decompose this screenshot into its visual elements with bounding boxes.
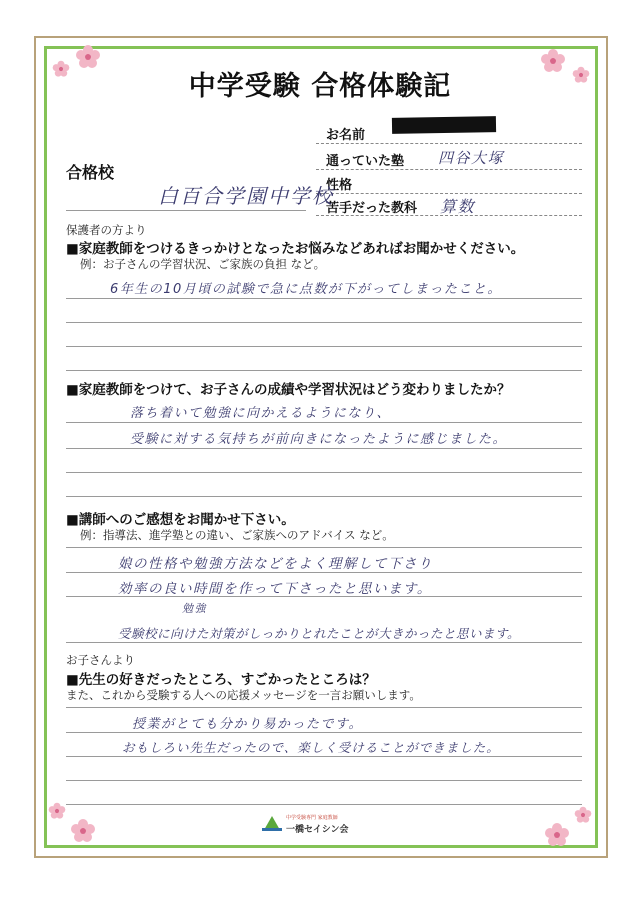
question-4-message: また、これから受験する人への応援メッセージを一言お願いします。 bbox=[66, 688, 421, 702]
page-title: 中学受験 合格体験記 bbox=[188, 71, 452, 102]
answer-3-line-1: 娘の性格や勉強方法などをよく理解して下さり bbox=[118, 556, 433, 572]
answer-line bbox=[66, 370, 582, 371]
answer-1-line-1: 6年生の10月頃の試験で急に点数が下がってしまったこと。 bbox=[110, 282, 502, 297]
name-label: お名前 bbox=[326, 128, 366, 143]
answer-4-line-2: おもしろい先生だったので、楽しく受けることができました。 bbox=[122, 740, 500, 755]
question-3-example: 例：指導法、進学塾との違い、ご家族へのアドバイス など。 bbox=[80, 528, 394, 542]
form-sheet bbox=[34, 36, 608, 858]
answer-line bbox=[66, 448, 582, 449]
flower-icon bbox=[574, 806, 592, 824]
answer-line bbox=[66, 780, 582, 781]
question-2: ■家庭教師をつけて、お子さんの成績や学習状況はどう変わりましたか？ bbox=[66, 382, 511, 398]
answer-2-line-2: 受験に対する気持ちが前向きになったように感じました。 bbox=[130, 432, 508, 447]
info-divider bbox=[316, 169, 582, 170]
flower-icon bbox=[544, 822, 570, 848]
info-divider bbox=[316, 215, 582, 216]
answer-line bbox=[66, 547, 582, 548]
answer-line bbox=[66, 804, 582, 805]
answer-line bbox=[66, 572, 582, 573]
answer-line bbox=[66, 596, 582, 597]
logo-name: 一橋セイシン会 bbox=[286, 825, 349, 835]
logo-mark-icon bbox=[262, 814, 282, 832]
answer-3-line-2: 効率の良い時間を作って下さったと思います。 bbox=[118, 581, 432, 597]
weak-subject-label: 苦手だった教科 bbox=[326, 201, 418, 216]
answer-line bbox=[66, 642, 582, 643]
flower-icon bbox=[48, 802, 66, 820]
answer-line bbox=[66, 496, 582, 497]
answer-line bbox=[66, 346, 582, 347]
parent-section-label: 保護者の方より bbox=[66, 223, 147, 237]
school-label: 合格校 bbox=[66, 163, 115, 182]
question-1: ■家庭教師をつけるきっかけとなったお悩みなどあればお聞かせください。 bbox=[66, 241, 525, 257]
cram-value: 四谷大塚 bbox=[438, 149, 505, 167]
answer-4-line-1: 授業がとても分かり易かったです。 bbox=[132, 717, 363, 732]
question-4: ■先生の好きだったところ、すごかったところは？ bbox=[66, 672, 376, 688]
answer-line bbox=[66, 422, 582, 423]
answer-line bbox=[66, 732, 582, 733]
child-section-label: お子さんより bbox=[66, 653, 135, 667]
answer-line bbox=[66, 298, 582, 299]
redacted-name bbox=[392, 116, 496, 134]
question-1-example: 例：お子さんの学習状況、ご家族の負担 など。 bbox=[80, 257, 326, 271]
answer-line bbox=[66, 472, 582, 473]
personality-label: 性格 bbox=[326, 178, 353, 193]
weak-subject-value: 算数 bbox=[440, 197, 476, 216]
answer-3-line-3: 受験校に向けた対策がしっかりとれたことが大きかったと思います。 bbox=[118, 626, 521, 641]
school-underline bbox=[66, 210, 306, 211]
answer-line bbox=[66, 707, 582, 708]
logo-tagline: 中学受験専門 家庭教師 bbox=[286, 815, 338, 821]
cram-label: 通っていた塾 bbox=[326, 154, 405, 169]
answer-line bbox=[66, 756, 582, 757]
question-3: ■講師へのご感想をお聞かせ下さい。 bbox=[66, 512, 295, 528]
school-value: 白百合学園中学校 bbox=[158, 184, 334, 208]
flower-icon bbox=[70, 818, 96, 844]
answer-3-insert: 勉強 bbox=[182, 602, 207, 615]
answer-2-line-1: 落ち着いて勉強に向かえるようになり、 bbox=[130, 406, 392, 421]
answer-line bbox=[66, 322, 582, 323]
info-divider bbox=[316, 143, 582, 144]
company-logo bbox=[262, 812, 382, 838]
